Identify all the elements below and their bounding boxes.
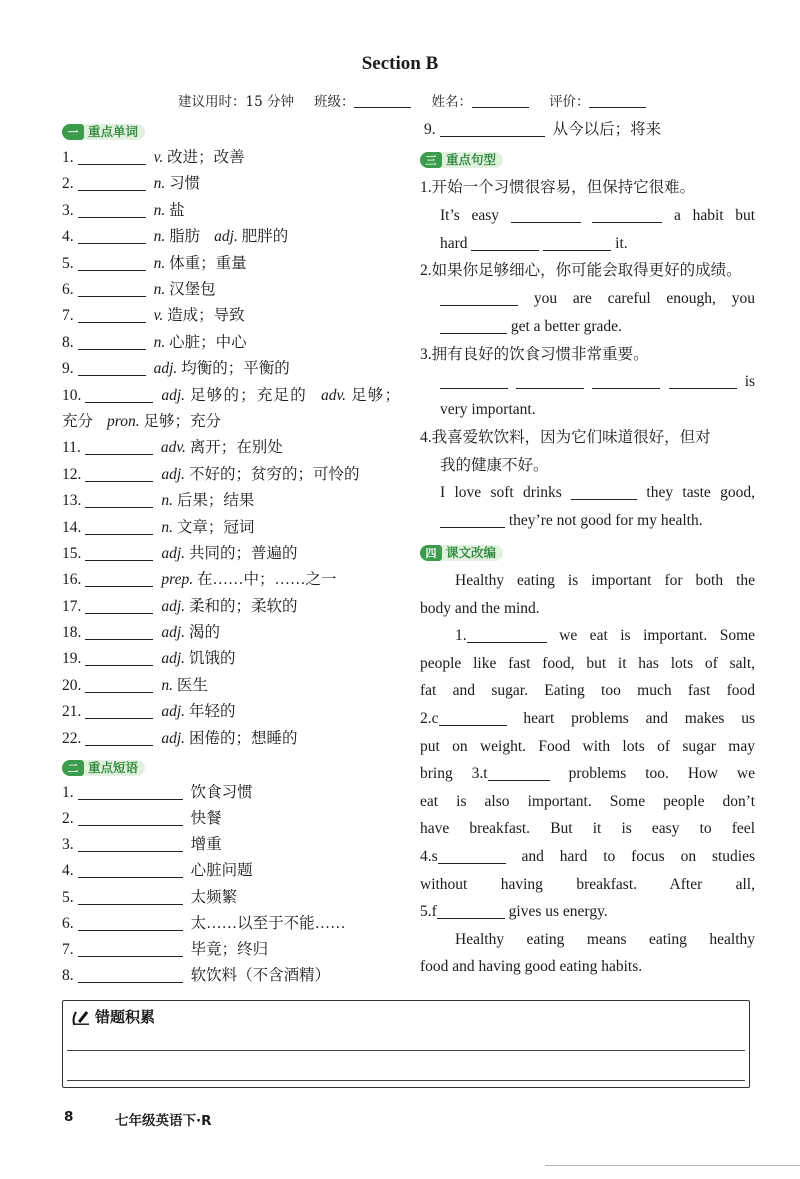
meaning: 在……中；……之一 (196, 571, 337, 589)
item-number: 7. (62, 307, 74, 325)
vocab-item (62, 726, 400, 752)
phrase-item (62, 937, 400, 963)
sentence-answer-line (420, 396, 755, 424)
item-number: 8. (62, 966, 74, 984)
section-label: 重点句型 (442, 152, 503, 168)
part-of-speech: adj. (161, 650, 186, 668)
definition (154, 281, 216, 298)
vocab-item (62, 198, 400, 224)
section-label: 课文改编 (442, 545, 503, 561)
section-label: 重点短语 (84, 760, 145, 776)
answer-blank (85, 729, 153, 746)
info-line (178, 93, 646, 111)
phrase-list-continued (424, 116, 661, 144)
meaning: 饥饿的 (188, 650, 236, 668)
item-number: 1. (62, 149, 74, 166)
answer-blank (488, 764, 550, 781)
part-of-speech: v. (153, 149, 164, 166)
answer-blank (85, 544, 153, 561)
passage-line (420, 567, 755, 595)
answer-blank (78, 333, 146, 350)
item-number: 13. (62, 492, 82, 510)
definition (161, 466, 359, 483)
passage-text: gives us energy. (508, 903, 608, 921)
passage-line (420, 843, 755, 871)
item-number: 1. (62, 784, 74, 801)
book-title: 七年级英语下·R (115, 1113, 212, 1129)
meaning: 饮食习惯 (190, 784, 253, 801)
answer-blank (438, 847, 506, 864)
blank-number: 4.s (420, 847, 438, 865)
definition (154, 202, 185, 219)
sentence-answer-line (420, 313, 755, 341)
phrase-item (62, 806, 400, 832)
name-label: 姓名： (431, 94, 472, 110)
sentence-text: I love soft drinks (440, 484, 562, 502)
part-of-speech: adj. (161, 624, 186, 642)
sentence-text: hard (440, 234, 468, 252)
item-number: 16. (62, 571, 82, 589)
meaning: 盐 (169, 201, 185, 219)
section-number-badge: 三 (420, 152, 442, 168)
suggested-time: 建议用时：15 分钟 (178, 94, 294, 110)
meaning: 足够；充分 (62, 386, 400, 430)
vocab-item (62, 673, 400, 699)
part-of-speech: prep. (161, 571, 194, 589)
sentence-prompt: 4.我喜爱软饮料，因为它们味道很好，但对 (420, 428, 711, 446)
vocab-list (62, 145, 400, 752)
part-of-speech: adj. (153, 360, 178, 378)
passage-text: Healthy eating is important for both the (455, 572, 755, 589)
passage-line (420, 705, 755, 733)
vocab-item (62, 330, 400, 356)
passage-text: people like fast food, but it has lots of salt, (420, 654, 755, 672)
meaning: 不好的；贫穷的；可怜的 (188, 465, 360, 483)
meaning: 增重 (190, 836, 222, 854)
item-number: 3. (62, 201, 74, 219)
definition (107, 413, 221, 430)
passage-line (420, 760, 755, 788)
item-number: 19. (62, 650, 82, 668)
meaning: 渴的 (188, 624, 220, 642)
phrase-item (424, 116, 661, 144)
answer-blank (85, 676, 153, 693)
part-of-speech: n. (153, 280, 166, 298)
item-number: 15. (62, 544, 82, 562)
item-number: 6. (62, 914, 74, 932)
meaning: 太频繁 (190, 888, 238, 906)
phrases-section-header (62, 759, 145, 777)
part-of-speech: adj. (161, 544, 186, 562)
answer-blank (78, 888, 183, 905)
phrase-item (62, 885, 400, 911)
notes-title-row (71, 1006, 155, 1027)
vocab-item (62, 356, 400, 382)
passage-text: put on weight. Food with lots of sugar may (420, 737, 755, 755)
passage-text: and hard to focus on studies (521, 847, 756, 865)
meaning: 心脏问题 (190, 862, 253, 880)
sentence-text: you are careful enough, you (533, 290, 755, 307)
meaning: 软饮料（不含酒精） (190, 966, 331, 984)
meaning: 年轻的 (188, 703, 236, 721)
passage-text: fat and sugar. Eating too much fast food (420, 682, 755, 700)
passage-line (420, 953, 755, 981)
page-edge-line (545, 1165, 800, 1166)
answer-blank (440, 372, 508, 389)
passage-line (420, 650, 755, 678)
item-number: 5. (62, 254, 74, 272)
answer-blank (85, 518, 153, 535)
item-number: 18. (62, 624, 82, 642)
meaning: 习惯 (169, 175, 201, 193)
answer-blank (571, 483, 637, 500)
vocab-item (62, 646, 400, 672)
part-of-speech: adj. (161, 465, 186, 483)
item-number: 9. (62, 360, 74, 378)
answer-blank (439, 709, 507, 726)
page-number: 8 (64, 1109, 74, 1125)
definition (154, 255, 247, 272)
sentence-answer-line (420, 479, 755, 507)
answer-blank (78, 809, 183, 826)
section-label: 重点单词 (84, 124, 145, 140)
sentence-prompt: 我的健康不好。 (440, 456, 549, 474)
answer-blank (78, 254, 146, 271)
phrase-item (62, 963, 400, 989)
passage-line (420, 815, 755, 843)
notes-title: 错题积累 (95, 1008, 156, 1026)
passage-line (420, 788, 755, 816)
part-of-speech: n. (153, 201, 166, 219)
passage-text: Healthy eating means eating healthy (455, 930, 755, 948)
sentence-answer-line (420, 230, 755, 258)
blank-number: 1. (455, 627, 467, 645)
answer-blank (78, 861, 183, 878)
answer-blank (78, 201, 146, 218)
definition (161, 439, 283, 456)
section-number-badge: 一 (62, 124, 84, 140)
passage-line (420, 898, 755, 926)
meaning: 医生 (176, 676, 208, 694)
sentence-prompt: 2.如果你足够细心，你可能会取得更好的成绩。 (420, 262, 742, 280)
answer-blank (437, 902, 505, 919)
section-number-badge: 二 (62, 760, 84, 776)
part-of-speech: n. (161, 518, 173, 536)
passage-text: we eat is important. Some (559, 627, 756, 645)
passage-line (420, 595, 755, 623)
meaning: 毕竟；终归 (190, 940, 269, 958)
sentence-text: they’re not good for my health. (508, 512, 703, 529)
meaning: 体重；重量 (169, 254, 247, 272)
part-of-speech: v. (153, 307, 164, 325)
passage-line (420, 871, 755, 899)
meaning: 困倦的；想睡的 (188, 729, 298, 747)
item-number: 11. (62, 439, 81, 457)
vocab-item (62, 277, 400, 303)
item-number: 6. (62, 280, 74, 298)
meaning: 脂肪 (169, 228, 201, 246)
sentence-text: they taste good, (646, 484, 755, 502)
part-of-speech: n. (161, 492, 173, 510)
answer-blank (78, 227, 146, 244)
answer-blank (78, 174, 146, 191)
part-of-speech: adj. (161, 386, 186, 404)
answer-blank (467, 626, 547, 643)
vocab-item (62, 435, 400, 461)
part-of-speech: adj. (161, 703, 186, 721)
answer-blank (78, 914, 183, 931)
answer-blank (85, 597, 153, 614)
definition (161, 492, 254, 509)
meaning: 均衡的；平衡的 (181, 360, 290, 378)
sentence-prompt: 1.开始一个习惯很容易，但保持它很难。 (420, 179, 696, 196)
answer-blank (516, 372, 584, 389)
item-number: 8. (62, 333, 74, 351)
item-number: 14. (62, 518, 82, 536)
part-of-speech: adj. (161, 729, 186, 747)
definition (154, 228, 201, 245)
blank-number: 2.c (420, 709, 439, 727)
passage-line (420, 926, 755, 954)
meaning: 离开；在别处 (189, 439, 283, 457)
blank-number: 5.f (420, 903, 437, 921)
vocab-item (62, 171, 400, 197)
section-number-badge: 四 (420, 545, 442, 561)
sentence-text: very important. (440, 401, 536, 418)
answer-blank (440, 289, 518, 306)
class-blank (354, 93, 411, 108)
part-of-speech: n. (153, 254, 166, 272)
answer-blank (543, 234, 611, 251)
rating-blank (589, 93, 646, 108)
vocab-item (62, 620, 400, 646)
item-number: 5. (62, 888, 74, 906)
meaning: 造成；导致 (167, 307, 245, 325)
item-number: 4. (62, 228, 74, 246)
sentence-answer-line (420, 368, 755, 396)
definition (161, 730, 297, 747)
meaning: 肥胖的 (241, 228, 289, 246)
item-number: 3. (62, 836, 74, 854)
vocab-item (62, 145, 400, 171)
item-number: 2. (62, 175, 74, 193)
passage-text: heart problems and makes us (523, 709, 755, 727)
answer-blank (85, 570, 153, 587)
meaning: 足够；充分 (143, 412, 221, 430)
meaning: 太……以至于不能…… (190, 914, 346, 932)
sentence-answer-line (420, 202, 755, 230)
item-number: 17. (62, 597, 82, 615)
meaning: 文章；冠词 (176, 518, 255, 536)
passage-text: bring 3.t (420, 765, 488, 783)
part-of-speech: n. (153, 333, 166, 351)
vocab-item (62, 303, 400, 329)
phrase-item (62, 858, 400, 884)
passage-line (420, 677, 755, 705)
definition (154, 360, 290, 377)
sentence-prompt: 3.拥有良好的饮食习惯非常重要。 (420, 345, 649, 363)
definition (214, 228, 288, 245)
sentence-text: It’s easy (440, 206, 500, 224)
answer-blank (511, 206, 581, 223)
answer-blank (85, 623, 153, 640)
passage-line (420, 733, 755, 761)
passage-text: without having breakfast. After all, (420, 875, 755, 893)
item-number: 21. (62, 703, 82, 721)
meaning: 快餐 (190, 810, 222, 828)
definition (154, 307, 245, 324)
vocab-section-header (62, 123, 145, 141)
passage-text: food and having good eating habits. (420, 958, 643, 976)
phrase-item (62, 832, 400, 858)
part-of-speech: n. (161, 676, 173, 694)
meaning: 从今以后；将来 (552, 121, 662, 138)
definition (161, 519, 254, 536)
definition (161, 387, 307, 404)
part-of-speech: adj. (214, 228, 238, 246)
definition (161, 703, 235, 720)
sentence-text: it. (615, 234, 628, 252)
item-number: 9. (424, 121, 436, 138)
item-number: 7. (62, 940, 74, 958)
answer-blank (78, 306, 146, 323)
vocab-item (62, 567, 400, 593)
passage-text: eat is also important. Some people don’t (420, 792, 755, 810)
answer-blank (592, 206, 662, 223)
item-number: 20. (62, 676, 82, 694)
item-number: 10. (62, 386, 82, 404)
answer-blank (78, 280, 146, 297)
answer-blank (85, 649, 153, 666)
section-title: Section B (361, 53, 439, 74)
part-of-speech: adv. (320, 386, 347, 404)
class-label: 班级： (313, 94, 355, 110)
sentence-answer-line (420, 285, 755, 313)
definition (161, 598, 297, 615)
writing-line (67, 1080, 745, 1081)
definition (154, 334, 247, 351)
part-of-speech: n. (153, 175, 166, 193)
sentences-section-header (420, 151, 503, 169)
phrase-item (62, 780, 400, 806)
meaning: 后果；结果 (176, 492, 255, 510)
answer-blank (85, 465, 153, 482)
answer-blank (471, 234, 539, 251)
definition (161, 545, 297, 562)
writing-line (67, 1050, 745, 1051)
passage (420, 567, 755, 981)
meaning: 足够的；充足的 (190, 386, 307, 404)
passage-section-header (420, 544, 503, 562)
vocab-item (62, 251, 400, 277)
meaning: 共同的；普遍的 (188, 544, 298, 562)
answer-blank (78, 783, 183, 800)
item-number: 4. (62, 862, 74, 880)
answer-blank (440, 120, 545, 137)
answer-blank (85, 491, 153, 508)
part-of-speech: adj. (161, 597, 186, 615)
vocab-item (62, 383, 400, 436)
vocab-item (62, 224, 400, 250)
vocab-item (62, 594, 400, 620)
key-sentences (420, 174, 755, 535)
name-blank (472, 93, 529, 108)
sentence-text: get a better grade. (510, 317, 622, 335)
item-number: 2. (62, 810, 74, 828)
sentence-text: a habit but (674, 206, 756, 224)
passage-text: body and the mind. (420, 599, 540, 617)
definition (154, 175, 201, 192)
passage-line (420, 622, 755, 650)
part-of-speech: pron. (107, 412, 140, 430)
mistake-notes-box (62, 1000, 750, 1088)
rating-label: 评价： (548, 94, 590, 110)
answer-blank (440, 317, 507, 334)
meaning: 汉堡包 (169, 280, 216, 298)
vocab-item (62, 488, 400, 514)
item-number: 12. (62, 465, 82, 483)
vocab-item (62, 699, 400, 725)
answer-blank (440, 511, 505, 528)
vocab-item (62, 541, 400, 567)
part-of-speech: n. (153, 228, 166, 246)
answer-blank (78, 940, 183, 957)
sentence-text: is (744, 373, 756, 391)
definition (161, 650, 235, 667)
vocab-item (62, 515, 400, 541)
meaning: 改进；改善 (167, 149, 245, 166)
passage-text: problems too. How we (568, 765, 755, 783)
answer-blank (85, 386, 153, 403)
answer-blank (78, 966, 183, 983)
phrase-list (62, 780, 400, 989)
answer-blank (669, 372, 737, 389)
part-of-speech: adv. (160, 439, 186, 457)
definition (161, 677, 208, 694)
item-number: 22. (62, 729, 82, 747)
answer-blank (78, 359, 146, 376)
answer-blank (85, 702, 153, 719)
definition (154, 149, 245, 166)
answer-blank (85, 438, 153, 455)
vocab-item (62, 462, 400, 488)
sentence-answer-line (420, 507, 755, 535)
answer-blank (592, 372, 660, 389)
meaning: 柔和的；柔软的 (188, 597, 298, 615)
answer-blank (78, 148, 146, 165)
phrase-item (62, 911, 400, 937)
meaning: 心脏；中心 (169, 333, 247, 351)
answer-blank (78, 835, 183, 852)
passage-text: have breakfast. But it is easy to feel (420, 820, 755, 838)
pen-icon (71, 1008, 91, 1026)
definition (161, 571, 336, 588)
definition (161, 624, 220, 641)
